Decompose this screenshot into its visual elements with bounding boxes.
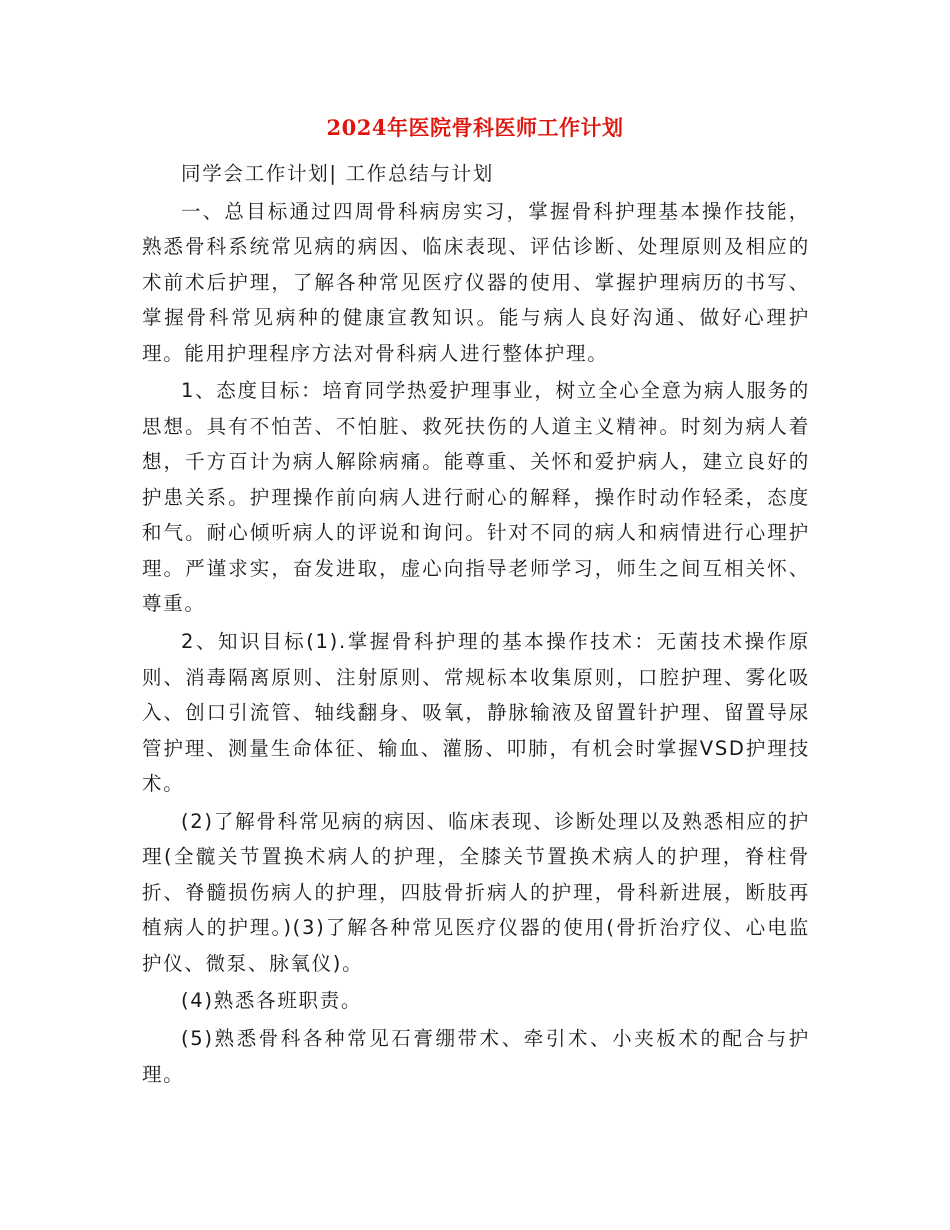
paragraph-overall-goal: 一、总目标通过四周骨科病房实习，掌握骨科护理基本操作技能，熟悉骨科系统常见病的病因、临床表现、评估诊断、处理原则及相应的术前术后护理，了解各种常见医疗仪器的使用、掌握护理病历的书写、掌握骨科常见病种的健康宣教知识。能与病人良好沟通、做好心理护理。能用护理程序方法对骨科病人进行整体护理。: [142, 199, 810, 365]
paragraph-orthopedic-techniques: (5)熟悉骨科各种常见石膏绷带术、牵引术、小夹板术的配合与护理。: [142, 1027, 810, 1086]
paragraph-knowledge-goal: 2、知识目标(1).掌握骨科护理的基本操作技术：无菌技术操作原则、消毒隔离原则、注射原则、常规标本收集原则，口腔护理、雾化吸入、创口引流管、轴线翻身、吸氧，静脉输液及留置针护理、留置导尿管护理、测量生命体征、输血、灌肠、叩肺，有机会时掌握VSD护理技术。: [142, 630, 810, 796]
paragraph-subtitle: 同学会工作计划| 工作总结与计划: [181, 162, 494, 185]
paragraph-attitude-goal: 1、态度目标：培育同学热爱护理事业，树立全心全意为病人服务的思想。具有不怕苦、不怕脏、救死扶伤的人道主义精神。时刻为病人着想，千方百计为病人解除病痛。能尊重、关怀和爱护病人，建立良好的护患关系。护理操作前向病人进行耐心的解释，操作时动作轻柔，态度和气。耐心倾听病人的评说和询问。针对不同的病人和病情进行心理护理。严谨求实，奋发进取，虚心向指导老师学习，师生之间互相关怀、尊重。: [142, 379, 810, 616]
paragraph-shift-duties: (4)熟悉各班职责。: [181, 989, 363, 1013]
document-body: [142, 156, 810, 1094]
document-title: 2024年医院骨科医师工作计划: [326, 115, 624, 140]
paragraph-common-diseases: (2)了解骨科常见病的病因、临床表现、诊断处理以及熟悉相应的护理(全髋关节置换术病人的护理，全膝关节置换术病人的护理，脊柱骨折、脊髓损伤病人的护理，四肢骨折病人的护理，骨科新进展，断肢再植病人的护理。)(3)了解各种常见医疗仪器的使用(骨折治疗仪、心电监护仪、微泵、脉氧仪)。: [142, 809, 810, 975]
